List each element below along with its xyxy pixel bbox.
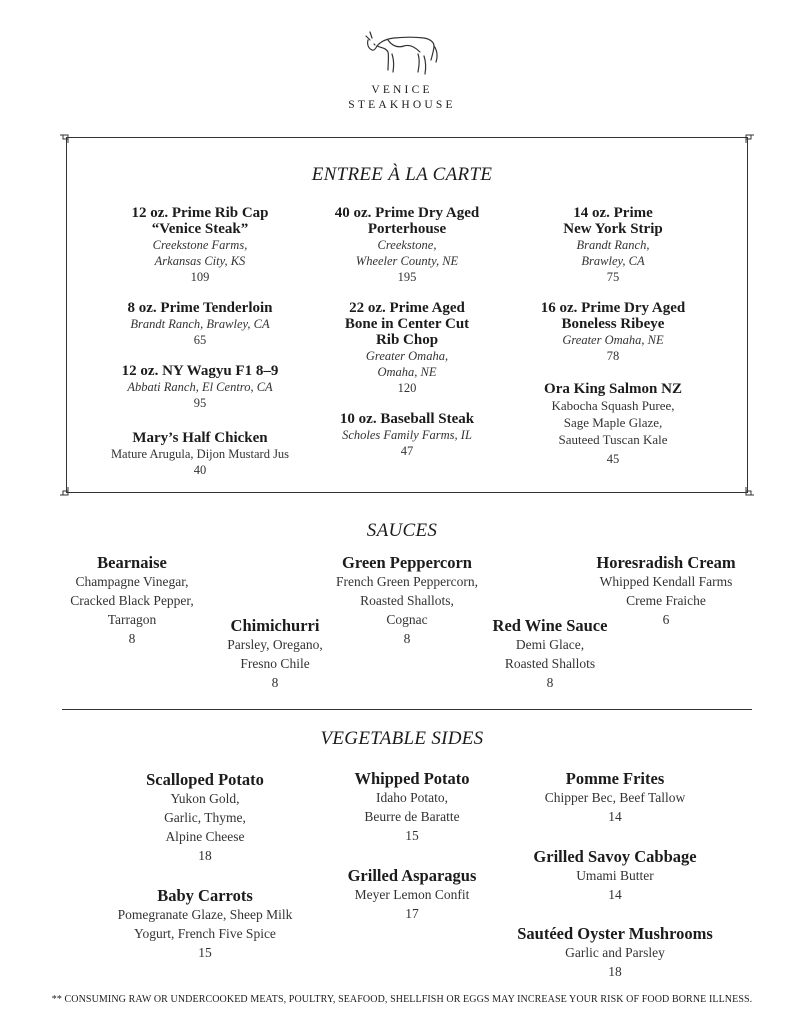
item-name: 12 oz. Prime Rib Cap <box>131 205 269 221</box>
item-description: Greater Omaha, NE <box>562 333 664 347</box>
item-description: Alpine Cheese <box>165 829 245 844</box>
side-item <box>495 924 735 981</box>
cow-logo-icon <box>364 26 440 78</box>
item-description: Demi Glace, <box>515 637 585 652</box>
item-name: “Venice Steak” <box>151 221 249 237</box>
item-name: 40 oz. Prime Dry Aged <box>334 205 480 221</box>
item-price: 95 <box>193 396 207 410</box>
item-description: Sauteed Tuscan Kale <box>558 432 668 447</box>
sauce-item <box>582 553 750 629</box>
side-item <box>312 866 512 923</box>
menu-item <box>503 300 723 364</box>
item-description: Abbati Ranch, El Centro, CA <box>127 380 273 394</box>
sauce-item <box>317 553 497 648</box>
item-description: Roasted Shallots <box>504 656 596 671</box>
item-name: 10 oz. Baseball Steak <box>339 411 475 427</box>
item-description: Creekstone Farms, <box>152 238 248 252</box>
item-description: Arkansas City, KS <box>154 254 246 268</box>
item-price: 18 <box>608 964 622 979</box>
item-description: Omaha, NE <box>377 365 437 379</box>
menu-item <box>307 205 507 285</box>
side-item <box>100 770 310 865</box>
item-name: Scalloped Potato <box>146 770 264 789</box>
frame-corner-ornament-icon <box>60 131 72 143</box>
item-description: Yukon Gold, <box>170 791 240 806</box>
item-price: 14 <box>608 809 622 824</box>
sides-title: VEGETABLE SIDES <box>320 728 484 749</box>
item-description: Garlic and Parsley <box>565 945 665 960</box>
item-price: 40 <box>193 463 207 477</box>
item-price: 14 <box>608 887 622 902</box>
item-price: 8 <box>546 675 554 690</box>
menu-item <box>503 381 723 467</box>
item-price: 8 <box>271 675 279 690</box>
frame-corner-ornament-icon <box>742 131 754 143</box>
item-description: Yogurt, French Five Spice <box>134 926 276 941</box>
item-description: Cognac <box>386 612 428 627</box>
item-description: French Green Peppercorn, <box>335 574 479 589</box>
item-description: Fresno Chile <box>240 656 310 671</box>
item-name: Baby Carrots <box>157 886 253 905</box>
menu-item <box>100 363 300 411</box>
item-name: Chimichurri <box>230 616 320 635</box>
section-divider <box>62 709 752 710</box>
logo <box>0 26 804 113</box>
item-price: 47 <box>400 444 414 458</box>
item-price: 15 <box>405 828 419 843</box>
item-name: 16 oz. Prime Dry Aged <box>540 300 686 316</box>
item-description: Idaho Potato, <box>376 790 448 805</box>
item-description: Pomegranate Glaze, Sheep Milk <box>117 907 293 922</box>
item-price: 65 <box>193 333 207 347</box>
item-price: 8 <box>128 631 136 646</box>
menu-item <box>90 430 310 478</box>
item-description: Brawley, CA <box>581 254 645 268</box>
sauces-title: SAUCES <box>366 520 438 541</box>
side-item <box>505 769 725 826</box>
item-name: Ora King Salmon NZ <box>544 381 682 397</box>
item-name: Sautéed Oyster Mushrooms <box>517 924 713 943</box>
item-description: Brandt Ranch, <box>576 238 650 252</box>
item-name: Grilled Asparagus <box>347 866 477 885</box>
item-price: 18 <box>198 848 212 863</box>
item-description: Creme Fraiche <box>626 593 706 608</box>
item-name: 14 oz. Prime <box>573 205 653 221</box>
item-price: 15 <box>198 945 212 960</box>
entree-title: ENTREE À LA CARTE <box>311 164 493 185</box>
frame-corner-ornament-icon <box>742 487 754 499</box>
menu-item <box>100 205 300 285</box>
item-description: Creekstone, <box>377 238 437 252</box>
side-item <box>95 886 315 962</box>
brand-name-line1: VENICE <box>371 84 433 96</box>
item-price: 8 <box>403 631 411 646</box>
item-description: Chipper Bec, Beef Tallow <box>544 790 686 805</box>
item-price: 75 <box>606 270 620 284</box>
item-name: 12 oz. NY Wagyu F1 8–9 <box>121 363 279 379</box>
item-price: 195 <box>397 270 417 284</box>
menu-item <box>307 300 507 396</box>
item-description: Umami Butter <box>576 868 654 883</box>
item-price: 120 <box>397 381 417 395</box>
item-description: Garlic, Thyme, <box>164 810 246 825</box>
frame-corner-ornament-icon <box>60 487 72 499</box>
item-name: 8 oz. Prime Tenderloin <box>127 300 273 316</box>
item-description: Scholes Family Farms, IL <box>342 428 472 442</box>
item-name: Green Peppercorn <box>342 553 472 572</box>
item-price: 78 <box>606 349 620 363</box>
item-name: Boneless Ribeye <box>561 316 665 332</box>
item-name: Bearnaise <box>97 553 167 572</box>
item-name: Red Wine Sauce <box>492 616 608 635</box>
item-description: Beurre de Baratte <box>364 809 460 824</box>
item-description: Sage Maple Glaze, <box>563 415 663 430</box>
item-name: Porterhouse <box>367 221 447 237</box>
item-name: Pomme Frites <box>565 769 665 788</box>
item-description: Parsley, Oregano, <box>227 637 323 652</box>
item-name: Whipped Potato <box>354 769 470 788</box>
sauce-item <box>52 553 212 648</box>
item-name: Bone in Center Cut <box>344 316 470 332</box>
item-name: New York Strip <box>563 221 663 237</box>
item-description: Whipped Kendall Farms <box>599 574 733 589</box>
item-name: Horesradish Cream <box>596 553 736 572</box>
item-price: 109 <box>190 270 210 284</box>
item-name: Rib Chop <box>375 332 439 348</box>
item-description: Champagne Vinegar, <box>75 574 189 589</box>
item-name: 22 oz. Prime Aged <box>349 300 465 316</box>
item-description: Brandt Ranch, Brawley, CA <box>130 317 270 331</box>
health-disclaimer: ** CONSUMING RAW OR UNDERCOOKED MEATS, POULTRY, SEAFOOD, SHELLFISH OR EGGS MAY INCREASE YOUR RISK OF FOOD BORNE ILLNESS. <box>51 994 753 1005</box>
item-description: Cracked Black Pepper, <box>70 593 194 608</box>
item-description: Meyer Lemon Confit <box>354 887 470 902</box>
item-description: Tarragon <box>107 612 157 627</box>
brand-name-line2: STEAKHOUSE <box>348 99 456 111</box>
menu-item <box>100 300 300 348</box>
item-description: Mature Arugula, Dijon Mustard Jus <box>110 447 290 461</box>
item-description: Wheeler County, NE <box>355 254 459 268</box>
item-price: 17 <box>405 906 419 921</box>
item-description: Greater Omaha, <box>365 349 449 363</box>
menu-item <box>307 411 507 459</box>
item-name: Grilled Savoy Cabbage <box>533 847 697 866</box>
item-name: Mary’s Half Chicken <box>132 430 268 446</box>
menu-item <box>513 205 713 285</box>
item-description: Kabocha Squash Puree, <box>551 398 675 413</box>
item-description: Roasted Shallots, <box>360 593 454 608</box>
side-item <box>505 847 725 904</box>
item-price: 6 <box>662 612 670 627</box>
side-item <box>312 769 512 845</box>
item-price: 45 <box>606 452 620 466</box>
